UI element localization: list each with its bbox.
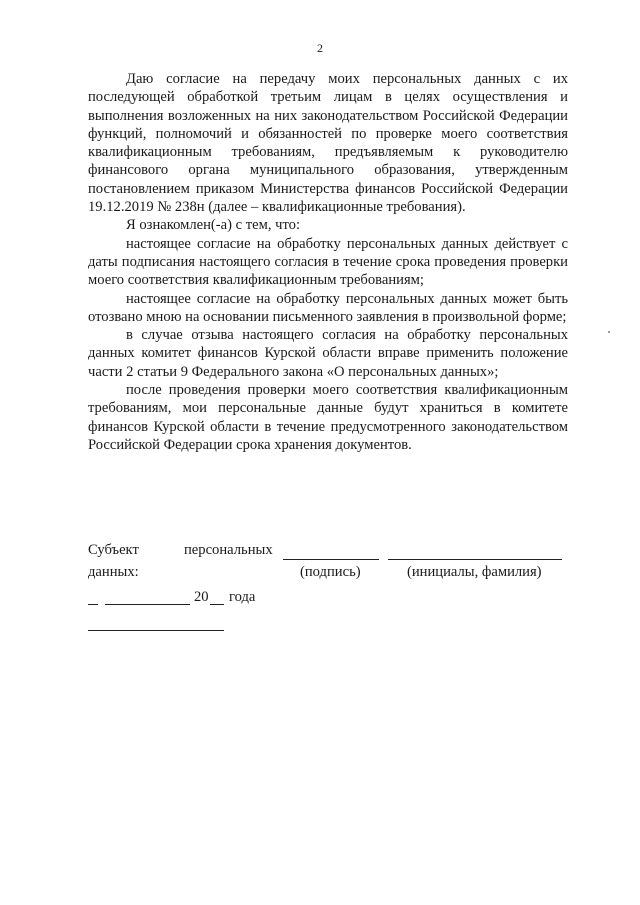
scan-speck xyxy=(608,331,610,333)
name-line[interactable] xyxy=(388,559,562,560)
signature-label-subject: Субъект xyxy=(88,542,139,558)
consent-text xyxy=(88,70,568,454)
paragraph-acknowledged: Я ознакомлен(-а) с тем, что: xyxy=(126,217,300,234)
signature-line[interactable] xyxy=(283,559,379,560)
paragraph-revocation: настоящее согласие на обработку персональных данных может быть отозвано мною на основании письменного заявления в произвольной форме; xyxy=(88,290,568,325)
year-line[interactable] xyxy=(210,604,224,605)
page-number: 2 xyxy=(317,41,323,55)
paragraph-validity: настоящее согласие на обработку персональных данных действует с даты подписания настоящего согласия в течение срока проведения проверки моего соответствия квалификационным требованиям; xyxy=(88,235,568,289)
signature-label-data: данных: xyxy=(88,564,139,580)
paragraph-consent-transfer: Даю согласие на передачу моих персональных данных с их последующей обработкой третьим лицам в целях осуществления и выполнения возложенных на них законодательством Российской Федерации функций, полномочий и обязанностей по проверке моего соответствия квалификационным требованиям, предъявляемым к руководителю финансового органа муниципального образования, утвержденным постановлением приказом Министерства финансов Российской Федерации 19.12.2019 № 238н (далее – квалификационные требования). xyxy=(88,71,568,216)
day-line[interactable] xyxy=(88,604,98,605)
paragraph-storage: после проведения проверки моего соответствия квалификационным требованиям, мои персональные данные будут храниться в комитете финансов Курской области в течение предусмотренного законодательством Российской Федерации срока хранения документов. xyxy=(88,382,568,453)
paragraph-revocation-consequence: в случае отзыва настоящего согласия на обработку персональных данных комитет финансов Курской области вправе применить положение части 2 статьи 9 Федерального закона «О персональных данных»; xyxy=(88,327,568,380)
signature-label-personal: персональных xyxy=(184,542,273,558)
month-line[interactable] xyxy=(105,604,190,605)
year-suffix: года xyxy=(229,589,256,605)
footer-signature-line[interactable] xyxy=(88,630,224,631)
name-caption: (инициалы, фамилия) xyxy=(407,564,542,580)
signature-caption: (подпись) xyxy=(300,564,361,580)
year-prefix: 20 xyxy=(194,589,209,605)
